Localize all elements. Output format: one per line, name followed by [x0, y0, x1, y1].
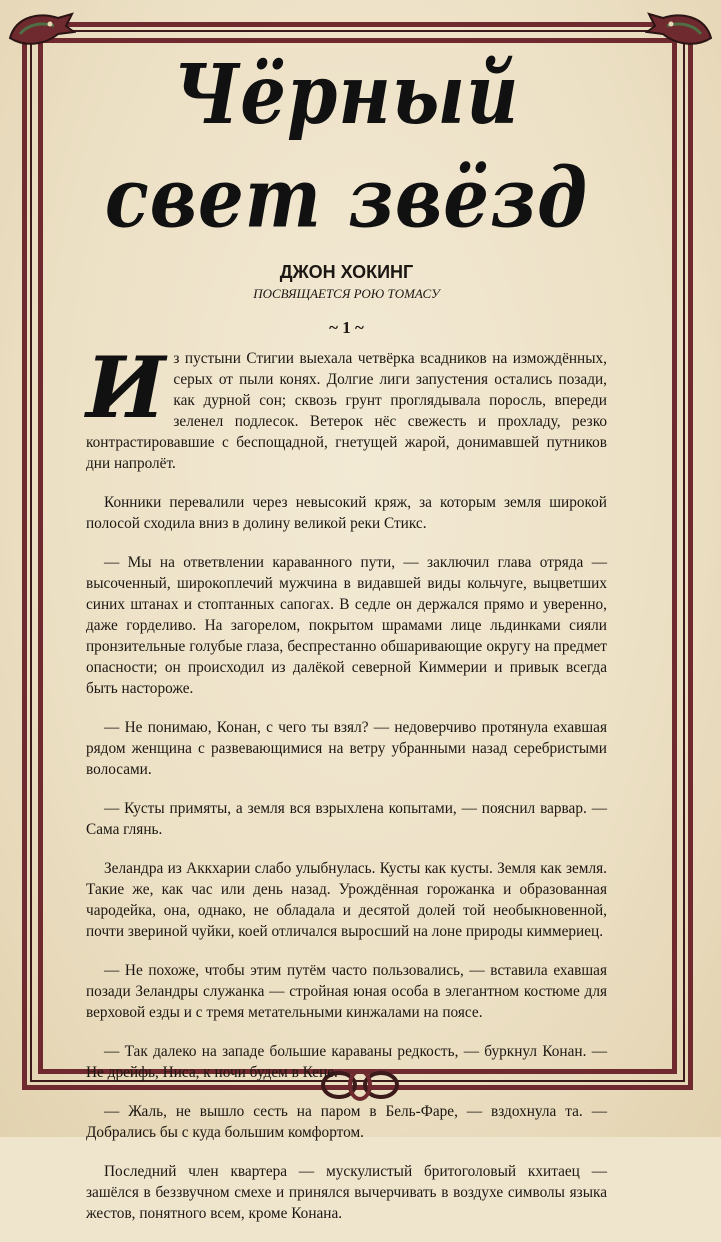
paragraph-9: — Жаль, не вышло сесть на паром в Бель-Фаре, — вздохнула та. — Добрались бы с куда большим комфортом.: [86, 1103, 607, 1141]
serpent-head-ornament-right: [645, 8, 715, 52]
serpent-head-ornament-left: [6, 8, 76, 52]
dedication: ПОСВЯЩАЕТСЯ РОЮ ТОМАСУ: [253, 286, 440, 301]
book-title: Чёрный свет звёзд: [104, 44, 589, 247]
drop-cap-letter: И: [86, 338, 166, 437]
chapter-number: ~ 1 ~: [329, 318, 364, 337]
author-name: ДЖОН ХОКИНГ: [279, 262, 414, 282]
paragraph-10: Последний член квартера — мускулистый бритоголовый кхитаец — зашёлся в беззвучном смехе и принялся вычерчивать в воздухе символы языка жестов, понятного всем, кроме Конана.: [86, 1163, 607, 1222]
paragraph-4: — Не понимаю, Конан, с чего ты взял? — недоверчиво протянула ехавшая рядом женщина с развевающимися на ветру убранными назад серебристыми волосами.: [86, 719, 607, 778]
paragraph-7: — Не похоже, чтобы этим путём часто пользовались, — вставила ехавшая позади Зеландры служанка — стройная юная особа в элегантном костюме для верховой езды и с тремя метательными кинжалами на поясе.: [86, 962, 607, 1021]
paragraph-8: — Так далеко на западе большие караваны редкость, — буркнул Конан. — Не дрейфь, Ниса, к ночи будем в Кене.: [86, 1043, 607, 1081]
paragraph-1: [86, 338, 607, 474]
paragraph-2: Конники перевалили через невысокий кряж, за которым земля широкой полосой сходила вниз в долину великой реки Стикс.: [86, 494, 607, 532]
paragraph-6: Зеландра из Аккхарии слабо улыбнулась. Кусты как кусты. Земля как земля. Такие же, как час или день назад. Урождённая горожанка и образованная чародейка, она, однако, не обладала и десятой долей той необыкновенной, почти звериной чуйки, коей отличался выросший на лоне природы киммериец.: [86, 860, 607, 940]
paragraph-text: з пустыни Стигии выехала четвёрка всадников на измождённых, серых от пыли конях. Долгие лиги запустения остались позади, как дурной сон; сквозь грунт проглядывала поросль, впереди зеленел подлесок. Ветерок нёс свежесть и прохладу, резко контрастировавшие с беспощадной, гнетущей жарой, донимавшей путников дни напролёт.: [86, 350, 607, 472]
paragraph-3: — Мы на ответвлении караванного пути, — заключил глава отряда — высоченный, широкоплечий мужчина в видавшей виды кольчуге, выцветших синих штанах и стоптанных сапогах. В седле он держался прямо и уверенно, даже горделиво. На загорелом, покрытом шрамами лице льдинками сияли пронзительные голубые глаза, беспрестанно обшаривающие округу на предмет опасности; он происходил из далёкой северной Киммерии и привык всегда быть настороже.: [86, 554, 607, 697]
page-content: [86, 44, 607, 1242]
paragraph-5: — Кусты примяты, а земля вся взрыхлена копытами, — пояснил варвар. — Сама глянь.: [86, 800, 607, 838]
